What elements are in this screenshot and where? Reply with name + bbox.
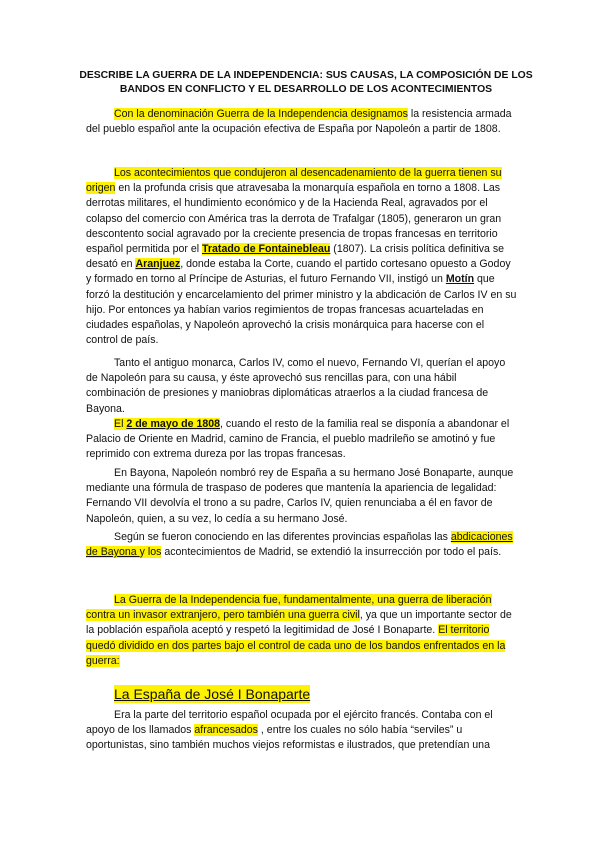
paragraph-dos-de-mayo — [86, 417, 518, 463]
causes-text-3: , donde estaba la Corte, cuando el partido cortesano opuesto a Godoy y formado en torno al Príncipe de Asturias, el futuro Fernando VII, instigó un — [86, 258, 511, 286]
highlight-causes: Los acontecimientos que condujeron al desencadenamiento de la guerra tienen su origen — [86, 167, 502, 195]
keyword-date: 2 de mayo de 1808 — [126, 418, 221, 430]
causes-text-4: que forzó la destitución y encarcelamiento del primer ministro y la abdicación de Carlos IV en su hijo. Por entonces ya habían varios regimientos de tropas francesas acuarteladas en ciudades españolas, y Napoleón aprovechó la crisis monárquica para hacerse con el control de país. — [86, 273, 517, 347]
afrancesados-text-2: , entre los cuales no sólo había “serviles” u oportunistas, sino también muchos viejos reformistas e ilustrados, que pretendían una — [86, 724, 490, 752]
highlight-territory: El territorio quedó dividido en dos partes bajo el control de cada uno de los bandos enfrentados en la guerra: — [86, 624, 506, 667]
paragraph-insurrection — [86, 530, 518, 560]
bayona-text: Tanto el antiguo monarca, Carlos IV, como el nuevo, Fernando VI, querían el apoyo de Napoleón para su causa, y éste aprovechó sus rencillas para, con una hábil combinación de presiones y maniobras diplomáticas atraerlos a la ciudad francesa de Bayona. — [86, 357, 506, 415]
highlight-liberation: La Guerra de la Independencia fue, fundamentalmente, una guerra de liberación contra un invasor extranjero, pero también una guerra civil — [86, 594, 492, 622]
keyword-aranjuez: Aranjuez — [135, 258, 181, 271]
insurrection-text-1: Según se fueron conociendo en las diferentes provincias españolas las — [114, 531, 451, 543]
afrancesados-text-1: Era la parte del territorio español ocupada por el ejército francés. Contaba con el apoyo de los llamados — [86, 709, 493, 737]
keyword-abdicaciones: abdicaciones de Bayona — [86, 531, 513, 559]
paragraph-bayona — [86, 356, 518, 417]
insurrection-text-2: y los — [139, 546, 162, 559]
intro-text: la resistencia armada del pueblo español ante la ocupación efectiva de España por Napoleón a partir de 1808. — [86, 108, 512, 136]
causes-text-2: (1807). La crisis política definitiva se desató en — [86, 243, 505, 271]
keyword-motin: Motín — [445, 273, 475, 286]
paragraph-causes — [86, 166, 518, 348]
paragraph-afrancesados — [86, 708, 518, 754]
paragraph-jose-bonaparte — [86, 466, 518, 527]
document-title: DESCRIBE LA GUERRA DE LA INDEPENDENCIA: SUS CAUSAS, LA COMPOSICIÓN DE LOS BANDOS EN CONFLICTO Y EL DESARROLLO DE LOS ACONTECIMIENTOS — [79, 70, 533, 95]
section-heading: La España de José I Bonaparte — [114, 686, 311, 702]
insurrection-text-3: acontecimientos de Madrid, se extendió la insurrección por todo el país. — [161, 546, 502, 559]
causes-text-1: en la profunda crisis que atravesaba la monarquía española en torno a 1808. Las derrotas militares, el hundimiento económico y de la Hacienda Real, agravados por el colapso del comercio con América tras la derrota de Trafalgar (1805), generaron un gran descontento social agravado por la creciente presencia de tropas francesas en territorio español permitida por el — [86, 182, 502, 256]
civil-war-text: , ya que un importante sector de la población española aceptó y respetó la legitimidad de José I Bonaparte. — [86, 609, 512, 637]
jose-bonaparte-text: En Bayona, Napoleón nombró rey de España a su hermano José Bonaparte, aunque mediante una fórmula de traspaso de poderes que mantenía la apariencia de legalidad: Fernando VII devolvía el trono a su padre, Carlos IV, quien renunciaba a él en favor de Napoleón, quien, a su vez, lo cedía a su hermano José. — [86, 467, 514, 525]
highlight-denomination: Con la denominación Guerra de la Independencia designamos — [114, 108, 408, 120]
dos-de-mayo-text: , cuando el resto de la familia real se disponía a abandonar el Palacio de Oriente en Madrid, camino de Francia, el pueblo madrileño se amotinó y fue reprimido con extrema dureza por las tropas francesas. — [86, 418, 510, 461]
keyword-afrancesados: afrancesados — [194, 724, 258, 737]
paragraph-civil-war — [86, 593, 518, 669]
paragraph-intro — [86, 107, 518, 137]
dos-de-mayo-prefix: El — [114, 418, 127, 430]
keyword-fontainebleau: Tratado de Fontainebleau — [202, 243, 331, 256]
